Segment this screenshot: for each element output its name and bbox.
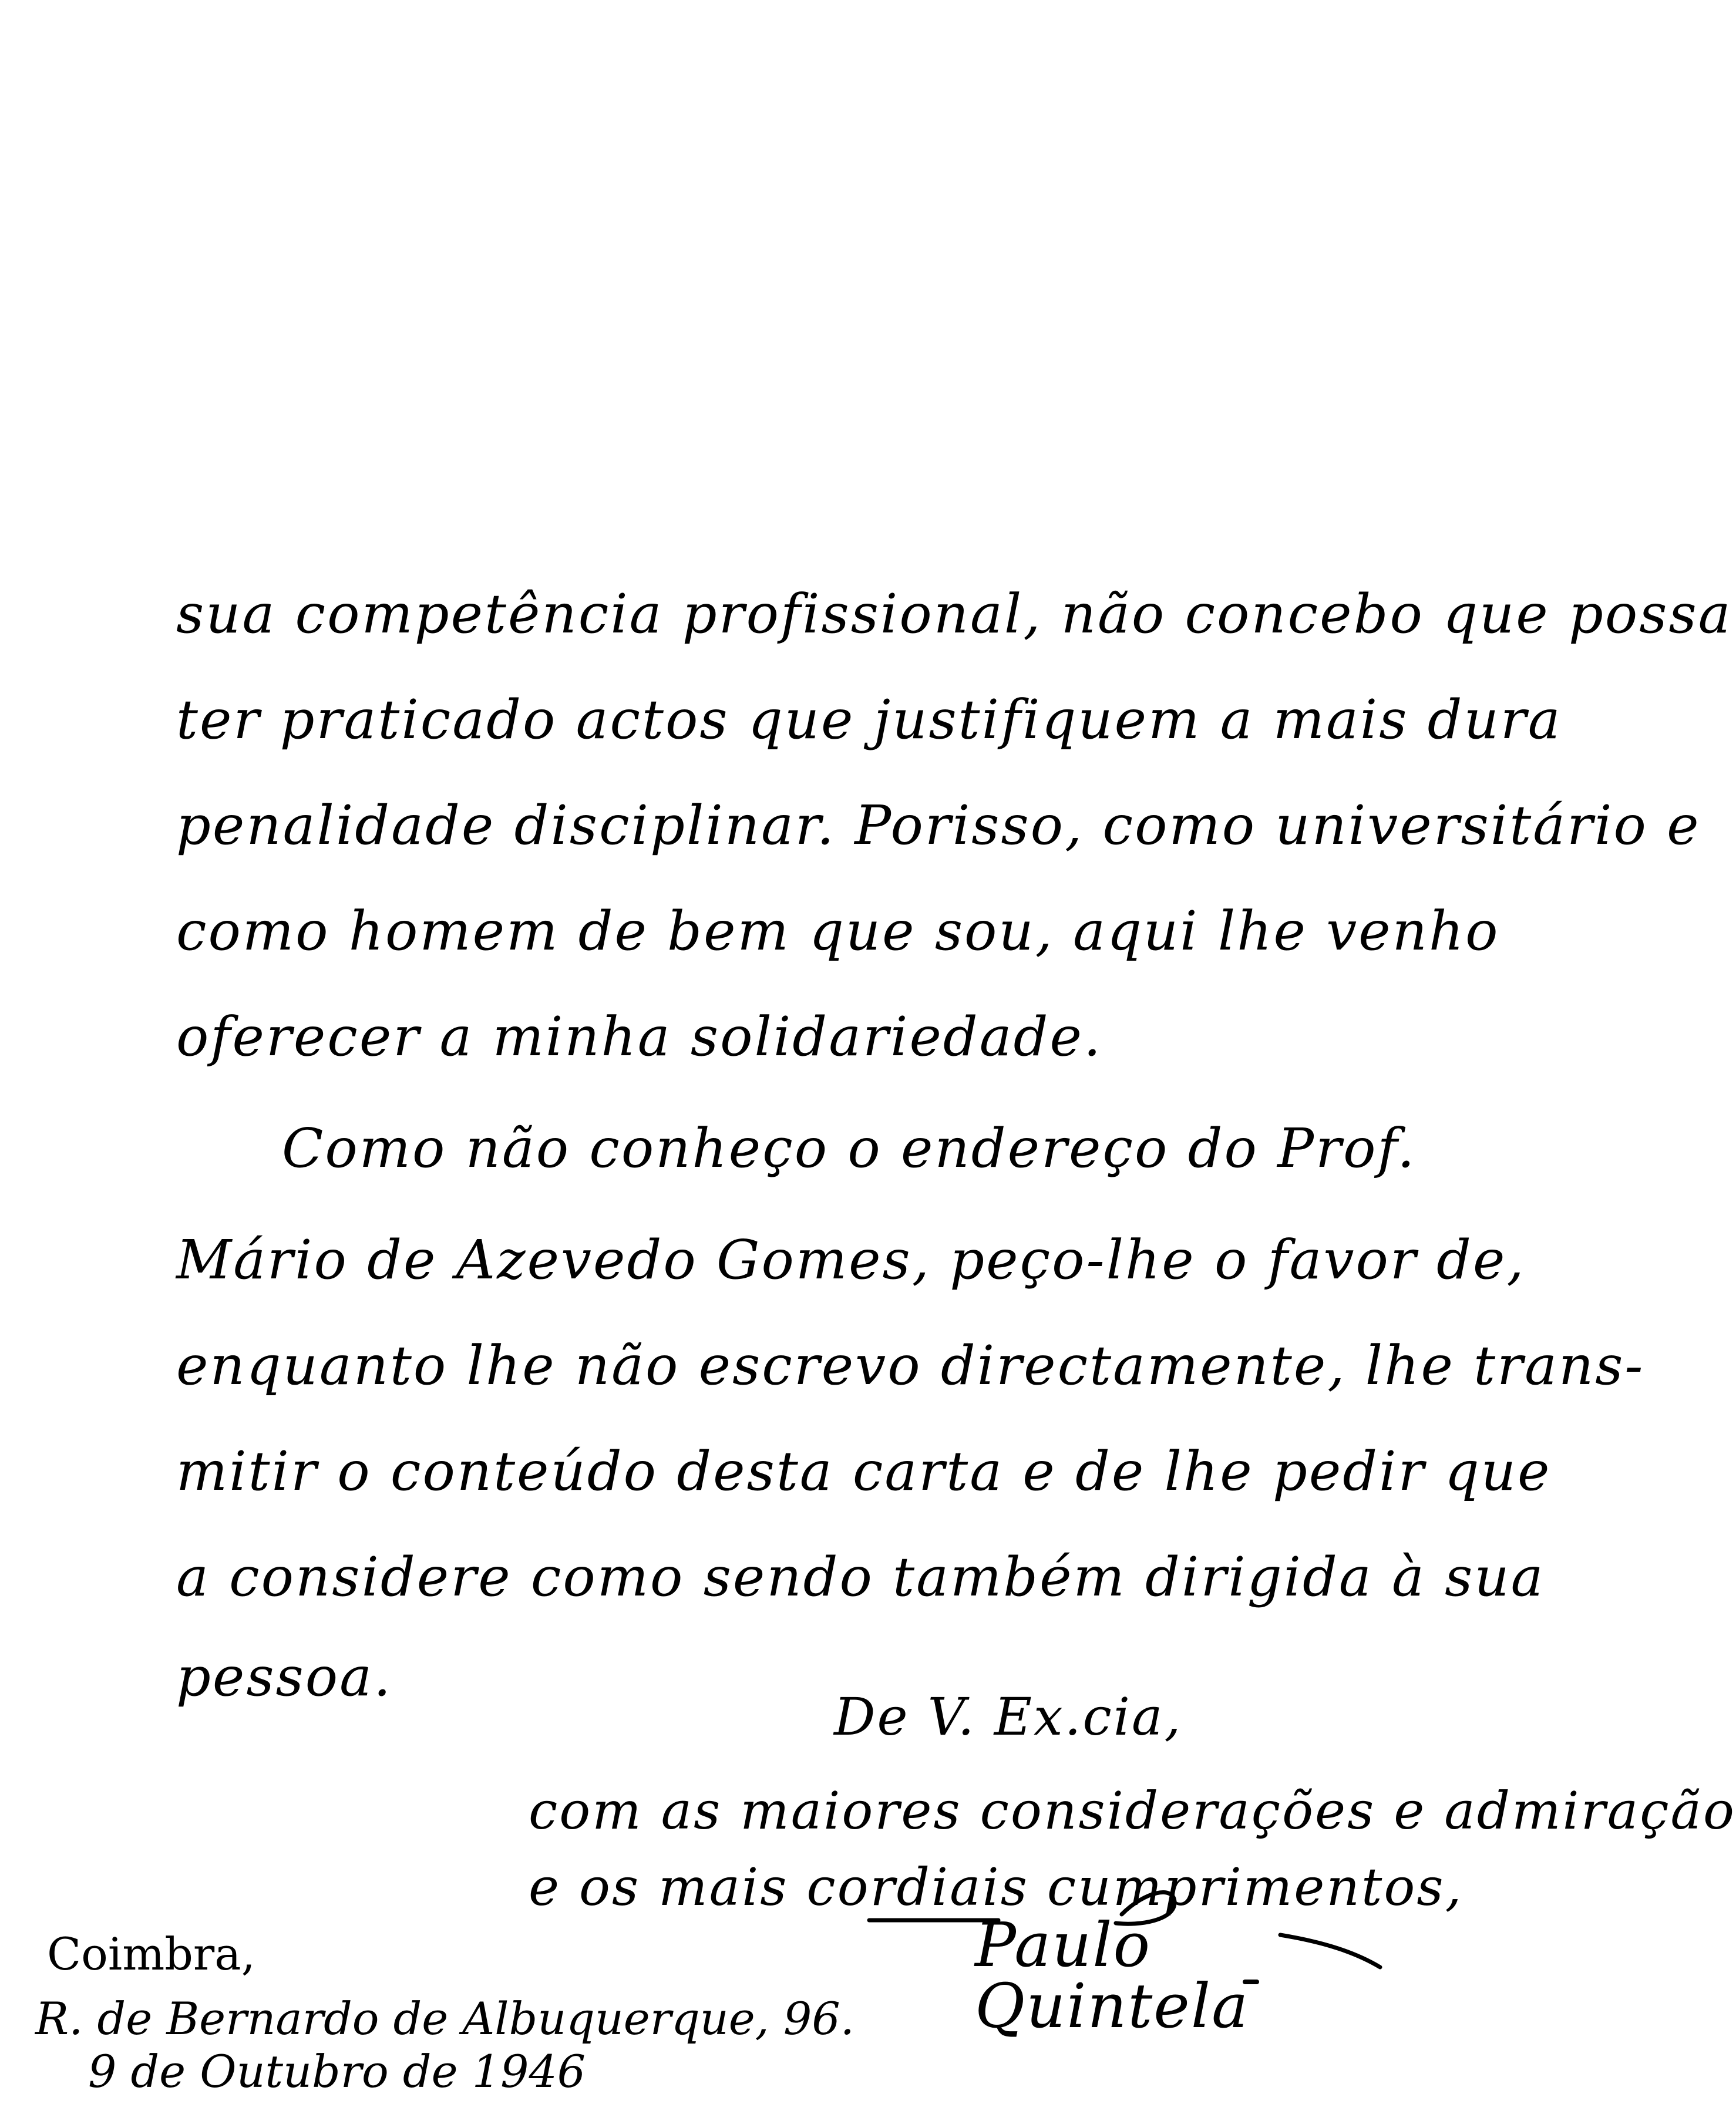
letter-date: 9 de Outubro de 1946 [88, 2045, 586, 2098]
letter-line-2: ter praticado actos que justifiquem a mais dura [176, 688, 1562, 751]
letter-line-9: mitir o conteúdo desta carta e de lhe pedir que [176, 1440, 1552, 1503]
letter-line-1: sua competência profissional, não concebo que possa [176, 583, 1732, 645]
place: Coimbra, [47, 1928, 255, 1980]
letter-line-5: oferecer a minha solidariedade. [176, 1005, 1103, 1068]
letter-line-11: pessoa. [176, 1645, 393, 1708]
letter-line-7: Mário de Azevedo Gomes, peço-lhe o favor de, [176, 1228, 1526, 1291]
signature [869, 1879, 1398, 2042]
closing-line-2: e os mais cordiais cumprimentos, [529, 1857, 1464, 1917]
letter-line-6: Como não conheço o endereço do Prof. [282, 1117, 1417, 1180]
letter-line-4: como homem de bem que sou, aqui lhe venho [176, 900, 1500, 962]
salutation: De V. Ex.cia, [834, 1687, 1183, 1747]
closing-line-1: com as maiores considerações e admiração [529, 1780, 1736, 1841]
street-address: R. de Bernardo de Albuquerque, 96. [35, 1992, 854, 2045]
signature-name: Paulo Quintela [975, 1909, 1250, 2042]
letter-line-10: a considere como sendo também dirigida à sua [176, 1546, 1545, 1608]
letter-line-3: penalidade disciplinar. Porisso, como universitário e [176, 794, 1701, 857]
letter-line-8: enquanto lhe não escrevo directamente, lhe trans- [176, 1334, 1645, 1397]
